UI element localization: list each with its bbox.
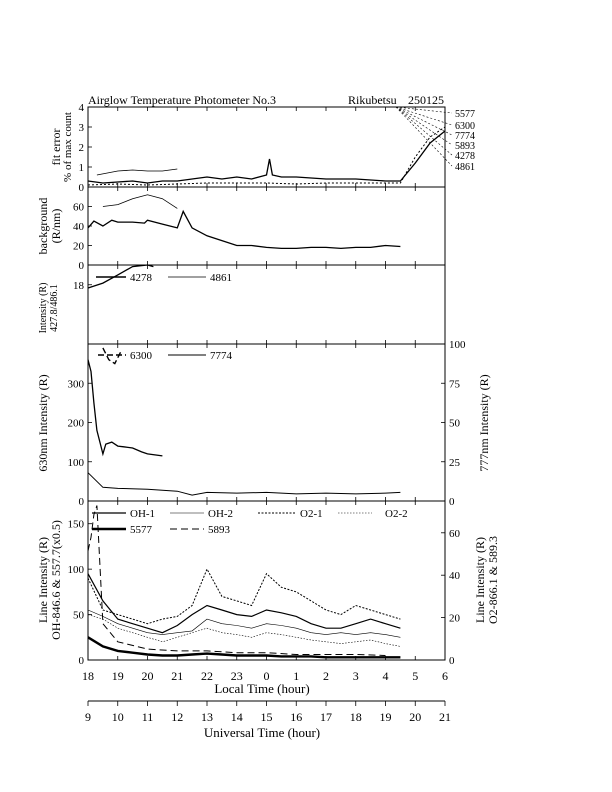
universal-time-tick-label: 15 (260, 710, 273, 724)
local-time-tick-label: 19 (111, 669, 124, 683)
legend-o21: O2-1 (300, 508, 323, 520)
local-time-tick-label: 22 (201, 669, 213, 683)
local-time-tick-label: 0 (263, 669, 270, 683)
local-time-axis-label: Local Time (hour) (214, 681, 310, 696)
y-tick-label: 150 (67, 518, 84, 531)
y-tick-label: 0 (78, 655, 84, 667)
legend-7774: 7774 (210, 350, 232, 362)
blue-ylabel-1: Intensity (R) (38, 282, 49, 334)
series-line-red-lines (88, 360, 162, 456)
legend-5893: 5893 (208, 524, 230, 536)
local-time-tick-label: 20 (141, 669, 154, 683)
universal-time-tick-label: 16 (290, 710, 303, 724)
y-tick-label: 200 (67, 417, 84, 430)
fit-error-right-label: 4861 (455, 162, 475, 173)
y-tick-label-right: 75 (449, 378, 460, 391)
legend-oh1: OH-1 (130, 508, 156, 520)
station-name: Rikubetsu (348, 93, 397, 107)
y-tick-label: 1 (78, 162, 84, 174)
y-tick-label-right: 50 (449, 417, 460, 430)
local-time-tick-label: 1 (293, 669, 300, 683)
fit-error-ylabel-2: % of max count (62, 112, 74, 182)
y-tick-label: 4 (78, 102, 84, 114)
universal-time-tick-label: 9 (85, 710, 91, 724)
background-ylabel-2: (R/nm) (49, 208, 63, 244)
legend-6300: 6300 (130, 350, 152, 362)
universal-time-tick-label: 21 (439, 710, 451, 724)
series-line-red-lines (88, 473, 400, 495)
y-tick-label-right: 0 (449, 496, 455, 508)
universal-time-tick-label: 12 (171, 710, 184, 724)
universal-time-tick-label: 14 (230, 710, 243, 724)
universal-time-tick-label: 20 (409, 710, 422, 724)
legend-4861: 4861 (210, 272, 232, 284)
generated-marks (68, 102, 476, 724)
y-tick-label: 18 (73, 279, 84, 292)
local-time-tick-label: 3 (352, 669, 359, 683)
line-ylabel-right-2: O2-866.1 & 589.3 (486, 536, 500, 624)
legend-oh2: OH-2 (208, 508, 234, 520)
legend-o22: O2-2 (385, 508, 408, 520)
y-tick-label-right: 40 (449, 570, 460, 583)
background-ylabel-1: background (36, 197, 50, 255)
y-tick-label: 3 (78, 122, 84, 134)
series-line-background (103, 195, 177, 209)
legend-4278: 4278 (130, 272, 152, 284)
universal-time-tick-label: 17 (320, 710, 332, 724)
series-line-line-intensity (88, 637, 400, 657)
y-tick-label: 20 (73, 240, 84, 253)
line-ylabel-left-2: OH-846.6 & 557.7(x0.5) (49, 520, 63, 640)
y-tick-label: 100 (67, 564, 84, 577)
line-ylabel-left-1: Line Intensity (R) (36, 537, 50, 623)
y-tick-label: 2 (78, 142, 84, 154)
universal-time-tick-label: 19 (379, 710, 392, 724)
blue-ylabel-2: 427.8/486.1 (49, 284, 60, 332)
local-time-tick-label: 23 (230, 669, 243, 683)
red-ylabel-right: 777nm Intensity (R) (477, 374, 491, 472)
fit-error-right-label: 6300 (455, 121, 475, 132)
panel-frame (88, 344, 445, 501)
universal-time-tick-label: 13 (201, 710, 213, 724)
y-tick-label-right: 25 (449, 456, 460, 469)
chart-title: Airglow Temperature Photometer No.3 (88, 93, 277, 107)
series-line-line-intensity (88, 610, 400, 637)
y-tick-label: 60 (73, 201, 84, 214)
series-line-fit-error (97, 169, 177, 175)
y-tick-label-right: 0 (449, 655, 455, 667)
y-tick-label: 0 (78, 496, 84, 508)
universal-time-tick-label: 10 (111, 710, 124, 724)
series-line-red-lines (103, 348, 121, 364)
universal-time-tick-label: 18 (349, 710, 362, 724)
y-tick-label: 40 (73, 221, 84, 233)
local-time-tick-label: 21 (171, 669, 184, 683)
date-label: 250125 (408, 93, 444, 107)
y-tick-label: 50 (73, 609, 84, 622)
local-time-tick-label: 5 (412, 669, 419, 683)
fit-error-ylabel-1: fit error (49, 128, 63, 166)
local-time-tick-label: 18 (82, 669, 94, 683)
y-tick-label: 0 (78, 182, 84, 194)
panel-red-lines (88, 344, 445, 501)
red-ylabel-left: 630nm Intensity (R) (36, 374, 50, 472)
universal-time-axis-label: Universal Time (hour) (203, 725, 321, 740)
legend-5577: 5577 (130, 524, 152, 536)
fit-error-right-label: 5893 (455, 141, 475, 152)
local-time-tick-label: 6 (442, 669, 448, 683)
local-time-tick-label: 4 (382, 669, 389, 683)
panel-background (88, 187, 445, 265)
series-line-fit-error (88, 127, 445, 185)
local-time-tick-label: 2 (323, 669, 329, 683)
y-tick-label: 300 (67, 378, 84, 391)
series-line-fit-error (88, 131, 445, 183)
y-tick-label: 100 (67, 456, 84, 469)
fit-error-right-label: 4278 (455, 151, 475, 162)
y-tick-label-right: 20 (449, 612, 460, 625)
y-tick-label-right: 60 (449, 527, 460, 540)
fit-error-right-label: 5577 (455, 109, 475, 120)
y-tick-label-right: 100 (449, 339, 466, 351)
y-tick-label: 0 (78, 260, 84, 272)
universal-time-tick-label: 11 (141, 710, 154, 724)
fit-error-leader (396, 107, 452, 145)
line-ylabel-right-1: Line Intensity (R) (473, 537, 487, 623)
fit-error-right-label: 7774 (455, 131, 475, 142)
panel-frame (88, 187, 445, 265)
series-line-background (88, 211, 400, 248)
